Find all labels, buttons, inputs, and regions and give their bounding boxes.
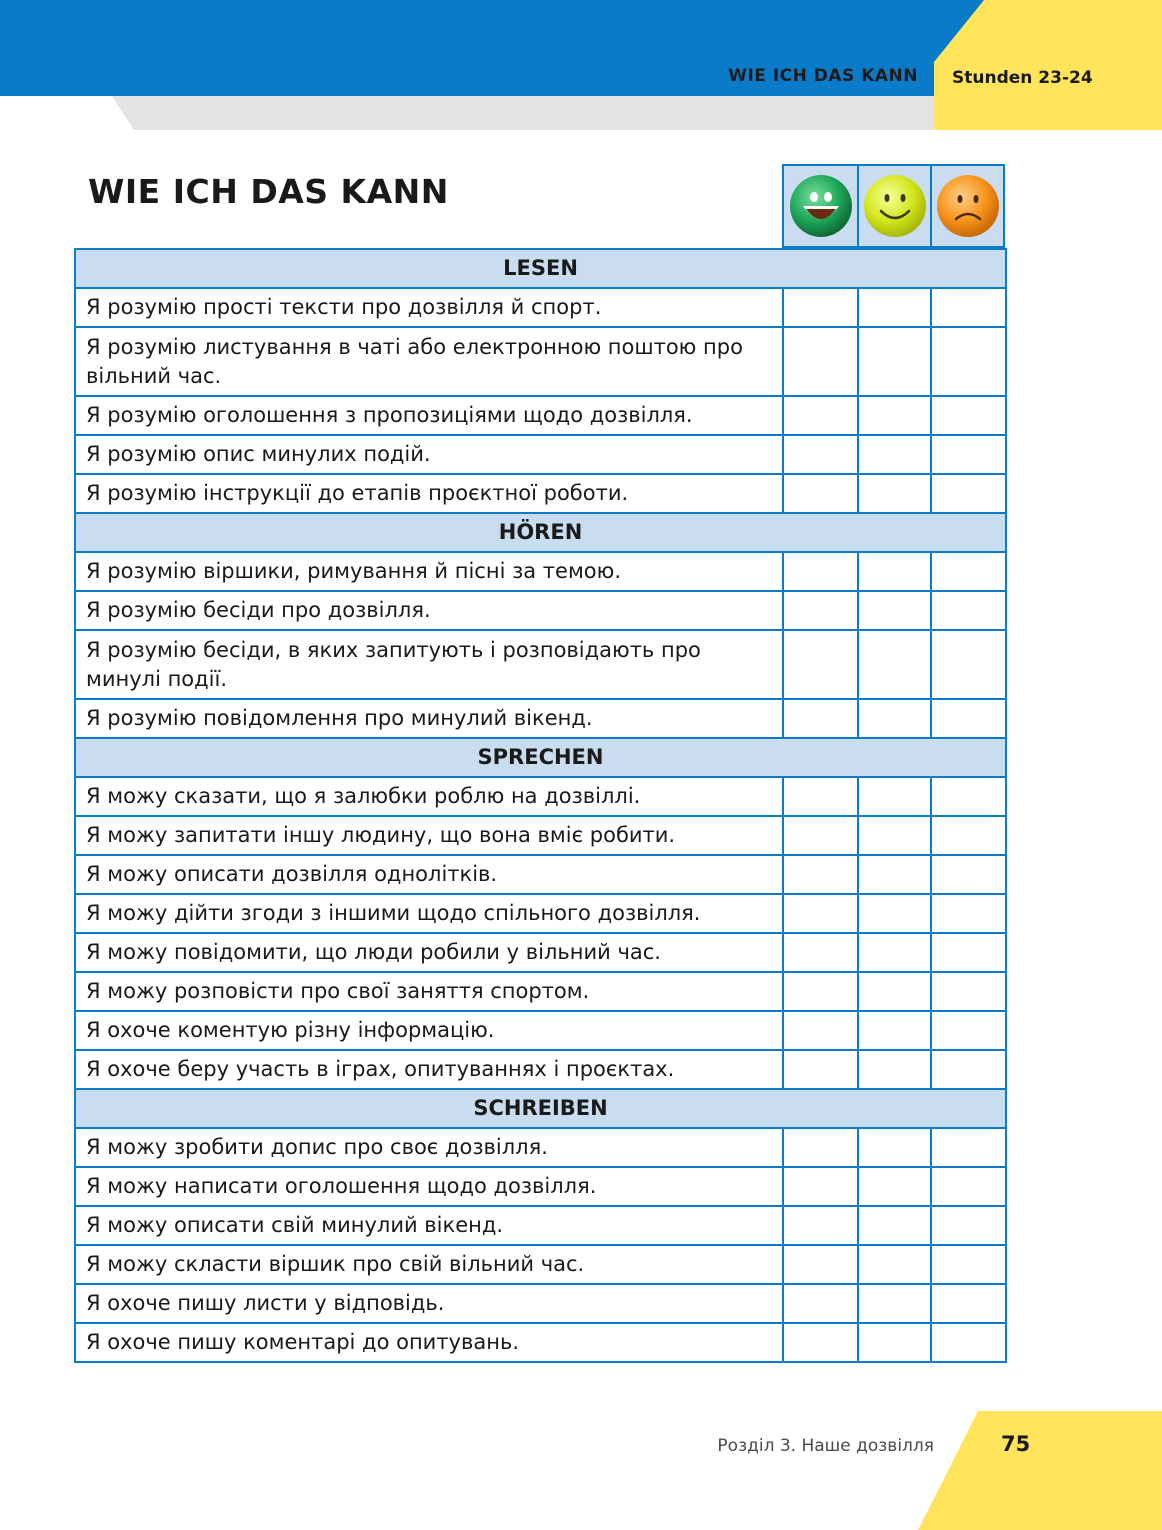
rating-cell-sad[interactable]: [931, 1050, 1006, 1089]
rating-cell-sad[interactable]: [931, 1206, 1006, 1245]
table-row: [75, 474, 1006, 513]
table-row: [75, 435, 1006, 474]
rating-cell-sad[interactable]: [931, 699, 1006, 738]
statement-text: Я охоче пишу коментарі до опитувань.: [75, 1323, 783, 1362]
rating-cell-sad[interactable]: [931, 894, 1006, 933]
rating-cell-ok[interactable]: [858, 933, 931, 972]
table-row: [75, 1167, 1006, 1206]
rating-cell-happy[interactable]: [783, 630, 858, 699]
section-header-row: [75, 513, 1006, 552]
rating-cell-ok[interactable]: [858, 777, 931, 816]
rating-cell-ok[interactable]: [858, 630, 931, 699]
rating-cell-ok[interactable]: [858, 855, 931, 894]
rating-cell-happy[interactable]: [783, 894, 858, 933]
table-row: [75, 777, 1006, 816]
rating-cell-happy[interactable]: [783, 552, 858, 591]
rating-cell-ok[interactable]: [858, 474, 931, 513]
statement-text: Я розумію прості тексти про дозвілля й спорт.: [75, 288, 783, 327]
rating-cell-ok[interactable]: [858, 1323, 931, 1362]
rating-cell-sad[interactable]: [931, 435, 1006, 474]
header-shadow-band: [112, 96, 934, 130]
rating-cell-sad[interactable]: [931, 933, 1006, 972]
statement-text: Я можу запитати іншу людину, що вона вміє робити.: [75, 816, 783, 855]
statement-text: Я можу написати оголошення щодо дозвілля.: [75, 1167, 783, 1206]
rating-cell-ok[interactable]: [858, 435, 931, 474]
table-row: [75, 933, 1006, 972]
rating-cell-sad[interactable]: [931, 777, 1006, 816]
statement-text: Я охоче коментую різну інформацію.: [75, 1011, 783, 1050]
rating-cell-happy[interactable]: [783, 591, 858, 630]
rating-cell-ok[interactable]: [858, 1245, 931, 1284]
rating-header-sad: [930, 164, 1005, 248]
statement-text: Я розумію оголошення з пропозиціями щодо дозвілля.: [75, 396, 783, 435]
rating-cell-happy[interactable]: [783, 699, 858, 738]
table-row: [75, 1128, 1006, 1167]
statement-text: Я охоче беру участь в іграх, опитуваннях і проєктах.: [75, 1050, 783, 1089]
table-row: [75, 552, 1006, 591]
statement-text: Я можу скласти віршик про свій вільний час.: [75, 1245, 783, 1284]
header-lesson-label: Stunden 23-24: [952, 68, 1093, 88]
rating-cell-ok[interactable]: [858, 1050, 931, 1089]
header-divider: [935, 66, 937, 94]
rating-cell-sad[interactable]: [931, 474, 1006, 513]
rating-cell-happy[interactable]: [783, 1284, 858, 1323]
table-row: [75, 630, 1006, 699]
statement-text: Я розумію бесіди про дозвілля.: [75, 591, 783, 630]
table-row: [75, 396, 1006, 435]
rating-cell-happy[interactable]: [783, 1245, 858, 1284]
rating-cell-sad[interactable]: [931, 1245, 1006, 1284]
rating-cell-happy[interactable]: [783, 777, 858, 816]
rating-cell-sad[interactable]: [931, 327, 1006, 396]
rating-cell-happy[interactable]: [783, 855, 858, 894]
rating-cell-sad[interactable]: [931, 972, 1006, 1011]
statement-text: Я охоче пишу листи у відповідь.: [75, 1284, 783, 1323]
section-header-row: [75, 738, 1006, 777]
table-row: [75, 1245, 1006, 1284]
rating-cell-ok[interactable]: [858, 552, 931, 591]
statement-text: Я можу повідомити, що люди робили у вільний час.: [75, 933, 783, 972]
rating-cell-happy[interactable]: [783, 972, 858, 1011]
table-row: [75, 327, 1006, 396]
rating-cell-sad[interactable]: [931, 630, 1006, 699]
section-title: SPRECHEN: [75, 738, 1006, 777]
section-title: HÖREN: [75, 513, 1006, 552]
section-title: LESEN: [75, 249, 1006, 288]
rating-cell-ok[interactable]: [858, 1206, 931, 1245]
section-header-row: [75, 1089, 1006, 1128]
page-title: WIE ICH DAS KANN: [88, 172, 449, 211]
rating-cell-sad[interactable]: [931, 1323, 1006, 1362]
sad-face-icon: [935, 173, 1001, 239]
rating-cell-sad[interactable]: [931, 591, 1006, 630]
section-title: SCHREIBEN: [75, 1089, 1006, 1128]
rating-cell-ok[interactable]: [858, 1011, 931, 1050]
rating-cell-ok[interactable]: [858, 1128, 931, 1167]
table-row: [75, 1323, 1006, 1362]
rating-header-happy: [782, 164, 859, 248]
table-row: [75, 816, 1006, 855]
statement-text: Я розумію листування в чаті або електронною поштою про вільний час.: [75, 327, 783, 396]
rating-cell-ok[interactable]: [858, 894, 931, 933]
rating-cell-sad[interactable]: [931, 552, 1006, 591]
rating-cell-happy[interactable]: [783, 1323, 858, 1362]
statement-text: Я розумію повідомлення про минулий вікенд.: [75, 699, 783, 738]
table-row: [75, 855, 1006, 894]
statement-text: Я розумію віршики, римування й пісні за темою.: [75, 552, 783, 591]
rating-cell-ok[interactable]: [858, 591, 931, 630]
statement-text: Я можу дійти згоди з іншими щодо спільного дозвілля.: [75, 894, 783, 933]
statement-text: Я можу зробити допис про своє дозвілля.: [75, 1128, 783, 1167]
table-row: [75, 288, 1006, 327]
rating-cell-ok[interactable]: [858, 972, 931, 1011]
section-header-row: [75, 249, 1006, 288]
self-assessment-table: [74, 248, 1007, 1363]
rating-cell-ok[interactable]: [858, 699, 931, 738]
table-row: [75, 1206, 1006, 1245]
statement-text: Я можу розповісти про свої заняття спортом.: [75, 972, 783, 1011]
table-row: [75, 1011, 1006, 1050]
statement-text: Я можу описати свій минулий вікенд.: [75, 1206, 783, 1245]
footer-corner: [918, 1411, 1162, 1530]
rating-cell-sad[interactable]: [931, 1284, 1006, 1323]
rating-cell-sad[interactable]: [931, 855, 1006, 894]
rating-cell-sad[interactable]: [931, 1167, 1006, 1206]
table-row: [75, 894, 1006, 933]
rating-cell-sad[interactable]: [931, 288, 1006, 327]
table-row: [75, 972, 1006, 1011]
statement-text: Я розумію інструкції до етапів проєктної роботи.: [75, 474, 783, 513]
rating-cell-sad[interactable]: [931, 1128, 1006, 1167]
header-section-label: WIE ICH DAS KANN: [728, 66, 918, 86]
rating-cell-happy[interactable]: [783, 1050, 858, 1089]
statement-text: Я можу сказати, що я залюбки роблю на дозвіллі.: [75, 777, 783, 816]
rating-cell-sad[interactable]: [931, 1011, 1006, 1050]
rating-cell-happy[interactable]: [783, 474, 858, 513]
rating-cell-happy[interactable]: [783, 1167, 858, 1206]
smiling-face-icon: [862, 173, 928, 239]
rating-cell-ok[interactable]: [858, 1284, 931, 1323]
rating-cell-ok[interactable]: [858, 288, 931, 327]
rating-cell-happy[interactable]: [783, 1011, 858, 1050]
table-row: [75, 591, 1006, 630]
rating-header-ok: [857, 164, 932, 248]
table-row: [75, 1284, 1006, 1323]
page-number: 75: [1001, 1432, 1031, 1456]
table-row: [75, 1050, 1006, 1089]
footer-chapter: Розділ 3. Наше дозвілля: [717, 1436, 934, 1456]
rating-cell-happy[interactable]: [783, 933, 858, 972]
rating-cell-sad[interactable]: [931, 396, 1006, 435]
rating-cell-sad[interactable]: [931, 816, 1006, 855]
rating-cell-happy[interactable]: [783, 1128, 858, 1167]
grinning-face-icon: [788, 173, 854, 239]
rating-cell-happy[interactable]: [783, 327, 858, 396]
statement-text: Я можу описати дозвілля однолітків.: [75, 855, 783, 894]
rating-cell-ok[interactable]: [858, 396, 931, 435]
rating-cell-happy[interactable]: [783, 396, 858, 435]
rating-cell-happy[interactable]: [783, 816, 858, 855]
statement-text: Я розумію бесіди, в яких запитують і розповідають про минулі події.: [75, 630, 783, 699]
rating-cell-ok[interactable]: [858, 1167, 931, 1206]
rating-cell-ok[interactable]: [858, 327, 931, 396]
rating-cell-ok[interactable]: [858, 816, 931, 855]
table-row: [75, 699, 1006, 738]
statement-text: Я розумію опис минулих подій.: [75, 435, 783, 474]
rating-cell-happy[interactable]: [783, 288, 858, 327]
rating-cell-happy[interactable]: [783, 435, 858, 474]
rating-cell-happy[interactable]: [783, 1206, 858, 1245]
